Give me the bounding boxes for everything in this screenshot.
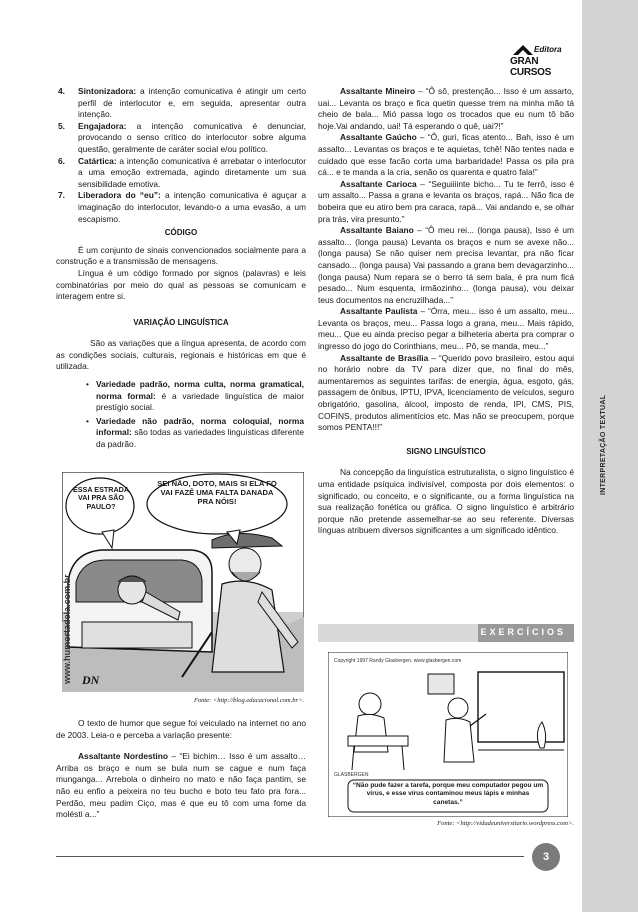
cartoon-balloon-left: ESSA ESTRADA VAI PRA SÃO PAULO? [72,486,130,511]
dialog-paragraph: Assaltante Carioca – “Seguiiiinte bicho... Tu te ferrô, isso é um assalto... Passa a grana e levanta os braços, rapá... Não fica de bobeira que eu atiro bem pra caraca, rapá... Vai andando e, se olhar pra trás, vira presunto.” [318,178,574,224]
list-item: • Variedade padrão, norma culta, norma gramatical, norma formal: é a variedade linguística de maior prestígio social. [86,379,305,413]
page-number-badge: 3 [532,843,560,871]
cartoon-watermark: www.humortadela.com.br [62,574,72,684]
dialog-paragraph: Assaltante Nordestino – “Ei bichim… Isso é um assalto… Arriba os braço e num se bula num se cague e num faça munganga... Arrebola o dinheiro no mato e não faça pantim, se não eu enfio a peixeira no teu bucho e boto teu fato pra fora... Perdão, meu padim Ciço, mas é que eu tô com uma fome da molésti a...” [56,751,306,820]
dialog-paragraph: Assaltante Mineiro – “Ô sô, prestenção... Isso é um assarto, uai... Levanta os braço e fica quetin quesse trem na minha mão tá cheio de bala... Mió passa logo os trocados que eu num tô bão hoje.Vai andando, uai! Tá esperando o quê, uai?!” [318,86,574,131]
left-column [56,86,306,453]
cartoon1-source: Fonte: <http://blog.educacional.com.br>. [193,697,304,704]
right-column [318,86,574,537]
dialog-paragraph: Assaltante de Brasília – “Querido povo brasileiro, estou aqui no horário nobre da TV para dizer que, no final do mês, aumentaremos as seguintes tarifas: de energia, água, esgoto, gás, passagem de ônibus, IPTU, IPVA, licenciamento de veículos, seguro obrigatório, gasolina, álcool, imposto de renda, IPI, CMS, PIS, COFINS, produtos alimentícios etc. Mas não se preocupem, porque somos PENTA!!!” [318,352,575,433]
humor-cartoon [62,472,304,692]
list-item: 6. Catártica: a intenção comunicativa é arrebatar o interlocutor a uma emoção extremada, agindo diretamente um sua sensibilidade emotiva. [58,155,306,189]
exercise-cartoon [328,652,568,817]
intro-paragraph: O texto de humor que segue foi veiculado na internet no ano de 2003. Leia-o e perceba a variação presente: [56,718,306,740]
variety-list [56,379,306,451]
intention-list [56,86,306,225]
logo-mark-icon [512,44,534,56]
list-item: 7. Liberadora do “eu”: a intenção comunicativa é aguçar a imaginação do interlocutor, levando-o a uma evasão, a um escapismo. [58,190,306,224]
exercises-banner [318,624,574,642]
dialog-paragraph: Assaltante Baiano – “Ô meu rei... (longa pausa), Isso é um assalto... (longa pausa) Levanta os braços e num se avexe não... (longa pausa) Se não quiser nem precisa levantar, pra não ficar cansado... (longa pausa) Vai passando a grana bem devagarzinho... (longa pausa) Num repara se o berro tá sem bala, é pra num ficá pesado... Num esquenta, irmãozinho... (longa pausa), vou deixar teus documentos na encruzilhada...” [318,225,574,305]
list-item: 4. Sintonizadora: a intenção comunicativa é atingir um certo perfil de interlocutor e, em seguida, apresentar outra intenção. [58,86,306,120]
cartoon2-copyright: Copyright 1997 Randy Glasbergen. www.glasbergen.com [334,658,462,664]
right-sidebar [582,0,638,912]
variacao-paragraph: São as variações que a língua apresenta, de acordo com as condições sociais, culturais, regionais e históricas em que é utilizada. [56,338,306,372]
signo-paragraph: Na concepção da linguística estruturalista, o signo linguístico é uma entidade psíquica indivisível, composta por dois elementos: o significado, ou conceito, e o significante, ou a forma linguística na sua realização fonética ou gráfica. O signo linguístico é arbitrário porque não pretende assemelhar-se ao seu referente. Diversas línguas atribuem diversos significantes a um significado idêntico. [318,467,574,536]
cartoon2-speech: “Não pude fazer a tarefa, porque meu computador pegou um vírus, e esse vírus contaminou meus lápis e minhas canetas.” [352,782,544,806]
left-bottom-text [56,718,306,821]
codigo-paragraph: É um conjunto de sinais convencionados socialmente para a construção e a transmissão de mensagens. [56,244,306,267]
cartoon-signature: DN [82,673,100,687]
sidebar-section-label: INTERPRETAÇÃO TEXTUAL [600,394,607,496]
heading-codigo: CÓDIGO [164,228,198,238]
cartoon-balloon-right: SEI NÃO, DOTÔ, MAIS SI ELA FÔ VAI FAZÊ UMA FALTA DANADA PRA NÓIS! [157,480,277,506]
codigo-paragraph: Língua é um código formado por signos (palavras) e leis combinatórias por meio do qual as pessoas se comunicam e interagem entre si. [56,267,306,302]
cartoon2-signature: GLASBERGEN [334,772,369,778]
list-item: 5. Engajadora: a intenção comunicativa é denunciar, provocando o senso crítico do interlocutor sobre alguma questão, geralmente de caráter social e/ou político. [58,120,306,154]
cartoon2-source: Fonte: <http://vidadeuniversitario.wordpress.com>. [437,820,574,827]
heading-variacao: VARIAÇÃO LINGUÍSTICA [133,317,229,327]
publisher-logo [508,44,580,78]
list-item: • Variedade não padrão, norma coloquial, norma informal: são todas as variedades linguísticas diferente da padrão. [86,415,304,450]
footer-divider [56,856,524,857]
exercises-label: EXERCÍCIOS [480,627,566,637]
logo-gran-cursos: GRAN CURSOS [510,56,551,78]
logo-editora: Editora [534,45,562,54]
dialog-paragraph: Assaltante Paulista – “Órra, meu... isso é um assalto, meu... Levanta os braços, meu... Passa logo a grana, meu... Mais rápido, meu... Que eu ainda preciso pegar a bilheteria aberta pra comprar o ingresso do jogo do Corinthians, meu... Pô, se manda, meu...” [318,306,575,352]
heading-signo: SIGNO LINGUÍSTICO [406,446,486,456]
dialog-paragraph: Assaltante Gaúcho – “Ô, guri, ficas atento... Bah, isso é um assalto... Levantas os braços e te aquietas, tchê! Não tentes nada e cuidado que esse facão corta uma barbaridade! Passa os pila pra cá... e te manda a la cria, senão os quarenta e quatro fala!” [318,132,574,178]
